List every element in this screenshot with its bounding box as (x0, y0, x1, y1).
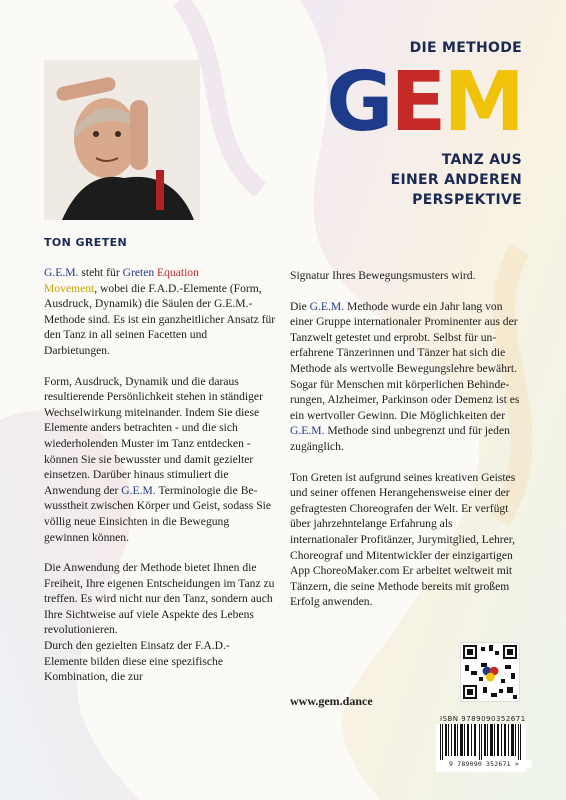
text: Methode sind unbegrenzt und für jeden zugänglich. (290, 424, 510, 453)
title-pre-block (410, 40, 522, 56)
paragraph: Signatur Ihres Bewegungsmusters wird. (290, 269, 476, 282)
paragraph (44, 374, 276, 546)
paragraph: Die Anwendung der Methode bietet Ihnen die Freiheit, Ihre eigenen Entscheidungen im Tanz zu treffen. Es wird nicht nur den Tanz, sondern auch Ihre Sichtweise auf viele Aspekte des Lebens revolutionieren. (44, 561, 275, 637)
paragraph (290, 299, 522, 455)
gem-logo (326, 55, 522, 150)
qr-code[interactable] (460, 642, 520, 702)
right-column (290, 268, 522, 625)
author-portrait-icon (44, 60, 200, 220)
movement-term: Movement (44, 281, 95, 295)
text: Methode wurde ein Jahr lang von einer Gruppe internationaler Prominenter aus der Tanzwelt getestet und erprobt. Selbst für unerfahrene Tänzerinnen und Tänzer hat sich die Methode als wertvolle Bewegungslehre bewährt. Sogar für Menschen mit körperlichen Behinderungen, Alzheimer, Parkinson oder Demenz ist es ein wertvoller Gewinn. Die Möglichkeiten der (290, 299, 520, 422)
gem-term: G.E.M. (44, 266, 79, 279)
title-pre: DIE METHODE (409, 40, 522, 56)
paragraph: Durch den gezielten Einsatz der F.A.D.- Elemente bilden diese eine spezifische Kombination, die zur (44, 639, 230, 684)
paragraph (44, 265, 276, 359)
text: Terminologie die Bewusstheit zwischen Körper und Geist, sodass Sie völlig neue Einsichten in die Bewegung gewinnen können. (44, 483, 272, 544)
author-photo (44, 60, 200, 220)
gem-term: G.E.M. (309, 299, 345, 313)
author-name: TON GRETEN (44, 236, 128, 249)
paragraph: Ton Greten ist aufgrund seines kreativen Geistes und seiner offenen Herangehensweise einer der gefragtesten Choreografen der Welt. Er verfügt über jahrzehntelange Erfahrung als internationaler Profitänzer, Jurymitglied, Lehrer, Choreograf und Mitentwickler der einzigartigen App ChoreoMaker.com Er arbeitet weltweit mit Tänzern, die seine Methode bereits mit großem Erfolg anwenden. (290, 470, 516, 609)
barcode-icon (436, 724, 526, 760)
text: Die (290, 299, 310, 313)
subtitle-line-1: TANZ AUS (441, 152, 522, 168)
text: Form, Ausdruck, Dynamik und die daraus resultierende Persönlichkeit stehen in ständiger Wechselwirkung miteinander. Indem Sie diese Elemente anders betrachten - und die sich wiederholenden Muster im Tanz entdecken - können Sie sie bewusster und damit gezielter einsetzen. Darüber hinaus stimuliert die Anwendung der (44, 374, 263, 497)
text: , wobei die F.A.D.-Elemente (Form, Ausdruck, Dynamik) die Säulen der G.E.M.-Methode sind. Es ist ein ganzheitlicher Ansatz für den Tanz in all seinen Facetten und Darbietungen. (44, 281, 276, 357)
gem-term: G.E.M. (121, 483, 156, 497)
website-link[interactable]: www.gem.dance (290, 694, 373, 708)
isbn-label: ISBN 9789090352671 (440, 715, 526, 723)
left-column (44, 265, 276, 685)
subtitle-line-3: PERSPEKTIVE (412, 192, 522, 208)
barcode-digits: 9 789090 352671 > (436, 760, 532, 768)
gem-letter-g: G (326, 55, 391, 150)
text: steht für (78, 266, 123, 279)
greten-term: Greten (122, 266, 155, 279)
qr-code-icon (461, 643, 519, 701)
subtitle-line-2: EINER ANDEREN (390, 172, 522, 188)
equation-term: Equation (154, 266, 199, 279)
gem-letter-e: E (390, 55, 444, 150)
title-subtitle (391, 150, 522, 210)
gem-letter-m: M (443, 55, 522, 150)
gem-term: G.E.M. (290, 424, 325, 438)
